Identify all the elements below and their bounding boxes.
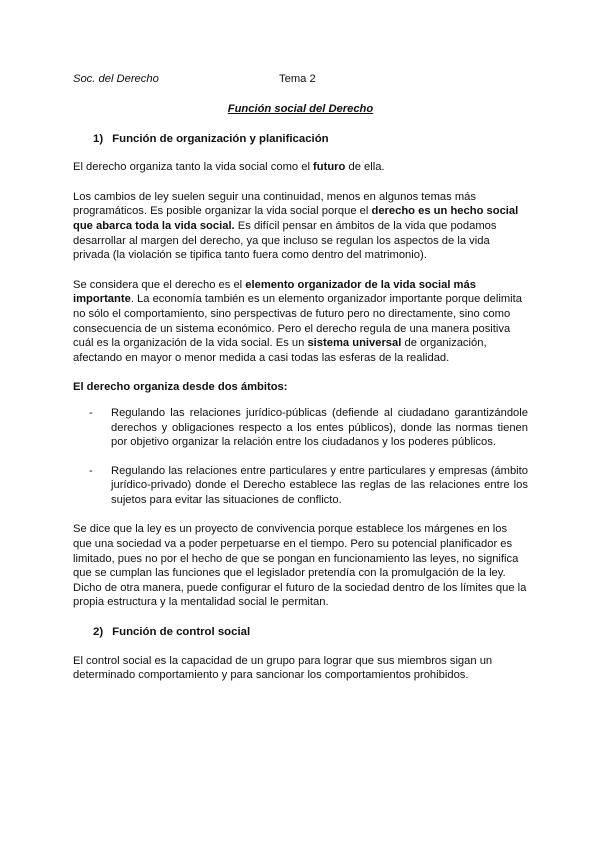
course-name: Soc. del Derecho	[73, 73, 159, 85]
paragraph-2	[73, 190, 528, 263]
text-run: de organización, afectando en mayor o menor medida a casi todas las esferas de la realidad.	[73, 337, 487, 364]
text-run: Los cambios de ley suelen seguir una continuidad, menos en algunos temas más programáticos. Es posible organizar la vida social porque el	[73, 190, 476, 218]
section-2-heading	[93, 625, 528, 640]
bold-run: derecho es un hecho social que abarca toda la vida social.	[73, 205, 519, 232]
section-1-title: Función de organización y planificación	[112, 132, 329, 145]
section-2-title: Función de control social	[112, 626, 251, 639]
bullet-list	[73, 406, 528, 508]
section-1-heading	[93, 132, 528, 147]
list-item-text: Regulando las relaciones entre particulares y entre particulares y empresas (ámbito jurídico-privado) donde el Derecho establece las reglas de las relaciones entre los sujetos para evitar las situaciones de conflicto.	[111, 464, 528, 506]
text-run: . La economía también es un elemento organizador importante porque delimita no sólo el comportamiento, sino perspectivas de futuro pero no directamente, sino como consecuencia de un sistema económico. Pero el derecho regula de una manera positiva cuál es la organización de la vida social. Es un	[73, 293, 522, 350]
paragraph-5: El control social es la capacidad de un grupo para lograr que sus miembros sigan un determinado comportamiento y para sancionar los comportamientos prohibidos.	[73, 654, 493, 682]
text-run: Es difícil pensar en ámbitos de la vida que podamos desarrollar al margen del derecho, ya que incluso se regulan los aspectos de la vida privada (la violación se tipifica tanto fuera como dentro del matrimonio).	[73, 219, 497, 262]
list-item-text: Regulando las relaciones jurídico-públicas (defiende al ciudadano garantizándole derechos y obligaciones respecto a los entes públicos), donde las normas tienen por objetivo organizar la relación entre los ciudadanos y los poderes públicos.	[111, 406, 528, 449]
document-title: Función social del Derecho	[227, 103, 374, 115]
document-page	[73, 72, 528, 683]
bold-run: elemento organizador de la vida social más importante	[73, 278, 476, 306]
subheading-two-areas: El derecho organiza desde dos ámbitos:	[73, 381, 288, 394]
bullet-dash: -	[89, 464, 93, 477]
theme-label: Tema 2	[279, 73, 316, 85]
paragraph-4: Se dice que la ley es un proyecto de convivencia porque establece los márgenes en los que una sociedad va a poder perpetuarse en el tiempo. Pero su potencial planificador es limitado, pues no por el hecho de que se pongan en funcionamiento las leyes, no significa que se cumplan las funciones que el legislador pretendía con la promulgación de la ley. Dicho de otra manera, puede configurar el futuro de la sociedad dentro de los límites que la propia estructura y la mentalidad social le permitan.	[73, 523, 527, 609]
text-run: Se considera que el derecho es el	[73, 278, 246, 291]
paragraph-1	[73, 160, 528, 175]
text-run: El derecho organiza tanto la vida social como el	[73, 161, 314, 174]
bullet-dash: -	[89, 406, 93, 419]
bold-run: futuro	[313, 161, 346, 174]
list-item	[73, 406, 528, 450]
paragraph-3	[73, 278, 528, 366]
text-run: de ella.	[345, 161, 385, 174]
page-header	[73, 72, 528, 88]
section-1-number: 1)	[93, 132, 104, 145]
bold-run: sistema universal	[307, 337, 402, 350]
section-2-number: 2)	[93, 626, 104, 639]
list-item	[73, 464, 528, 508]
